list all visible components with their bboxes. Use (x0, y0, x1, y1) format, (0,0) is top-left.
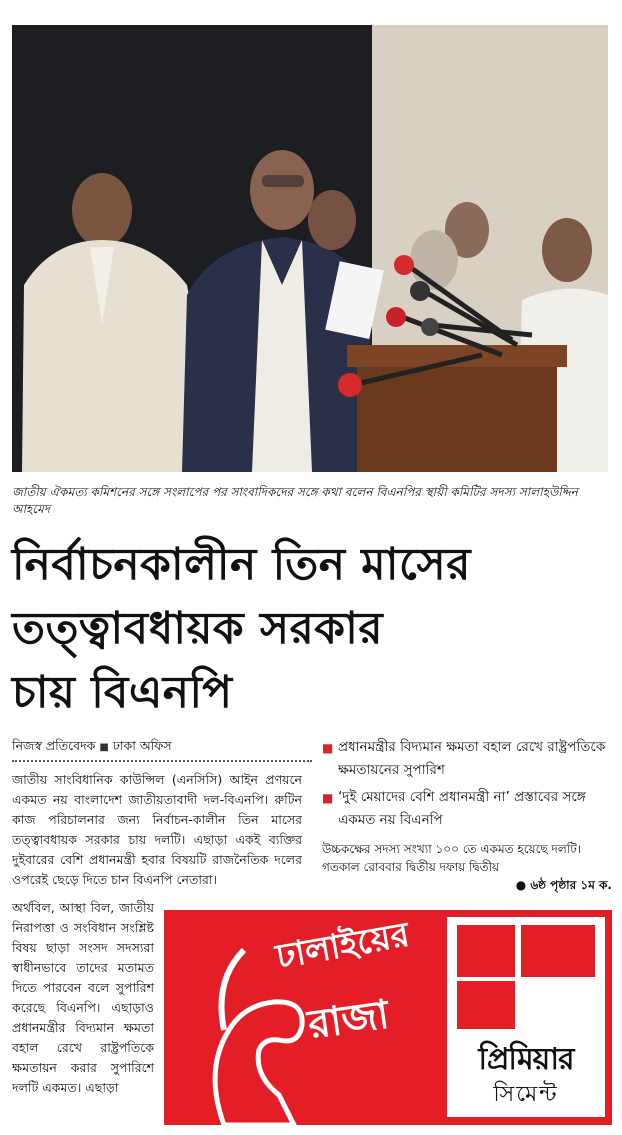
continued-on-page[interactable]: ● ৬ষ্ঠ পৃষ্ঠার ১ম ক. (515, 878, 612, 892)
byline (12, 738, 312, 758)
article-paragraph-2: অর্থবিল, আস্থা বিল, জাতীয় নিরাপত্তা ও সংবিধান সংশ্লিষ্ট বিষয় ছাড়া সংসদ সদস্যরা স্বাধীনভাবে তাদের মতামত দিতে পারবেন বলে সুপারিশ করেছে বিএনপি। এছাড়াও প্রধানমন্ত্রীর বিদ্যমান ক্ষমতা বহাল রেখে রাষ্ট্রপতিকে ক্ষমতায়ন করার সুপারিশে দলটি একমত। এছাড়া (12, 900, 154, 1095)
headline-line-3: চায় বিএনপি (12, 667, 233, 718)
highlight-item (322, 736, 614, 782)
byline-divider (12, 760, 312, 762)
press-conference-photo (12, 25, 608, 472)
reporter-name: নিজস্ব প্রতিবেদক (12, 738, 96, 753)
advertisement[interactable] (164, 910, 612, 1125)
photo-caption: জাতীয় ঐকমত্য কমিশনের সঙ্গে সংলাপের পর সাংবাদিকদের সঙ্গে কথা বলেন বিএনপির স্থায়ী কমিটির সদস্য সালাহউদ্দিন আহমেদ (12, 485, 578, 516)
highlight-item (322, 786, 614, 832)
byline-separator: ■ (99, 742, 109, 753)
article-paragraph-1: জাতীয় সাংবিধানিক কাউন্সিল (এনসিসি) আইন প্রণয়নে একমত নয় বাংলাদেশ জাতীয়তাবাদী দল-বিএনপি। রুটিন কাজ পরিচালনার জন্য নির্বাচন-কালীন তিন মাসের তত্ত্বাবধায়ক সরকার চায় দলটি। এছাড়া একই ব্যক্তির দুইবারের বেশি প্রধানমন্ত্রী হবার বিষয়টি রাজনৈতিক দলের ওপরেই ছেড়ে দিতে চান বিএনপি নেতারা। (12, 772, 302, 887)
red-square-icon: ■ (322, 791, 334, 805)
office-name: ঢাকা অফিস (112, 738, 172, 753)
news-photo (12, 25, 608, 472)
ad-slogan-top: ঢালাইয়ের (273, 914, 413, 978)
brand-name: প্রিমিয়ার (478, 1042, 574, 1077)
red-square-icon: ■ (322, 741, 334, 755)
headline-line-2: তত্ত্বাবধায়ক সরকার (12, 603, 384, 654)
highlight-text: ‘দুই মেয়াদের বেশি প্রধানমন্ত্রী না’ প্রস্তাবের সঙ্গে একমত নয় বিএনপি (338, 789, 586, 828)
highlight-text: প্রধানমন্ত্রীর বিদ্যমান ক্ষমতা বহাল রেখে রাষ্ট্রপতিকে ক্ষমতায়নের সুপারিশ (338, 739, 606, 778)
premier-logo-icon (447, 917, 605, 1032)
ad-slogan-bottom: রাজা (305, 991, 392, 1049)
brand-logo (447, 917, 605, 1117)
article-continuation: উচ্চকক্ষের সদস্য সংখ্যা ১০০ তে একমত হয়েছে দলটি। গতকাল রোববার দ্বিতীয় দফায় দ্বিতীয় (322, 842, 582, 874)
highlights-list (322, 736, 614, 836)
headline-line-1: নির্বাচনকালীন তিন মাসের (12, 539, 471, 590)
headline (12, 533, 612, 725)
brand-subname: সিমেন্ট (493, 1082, 559, 1107)
